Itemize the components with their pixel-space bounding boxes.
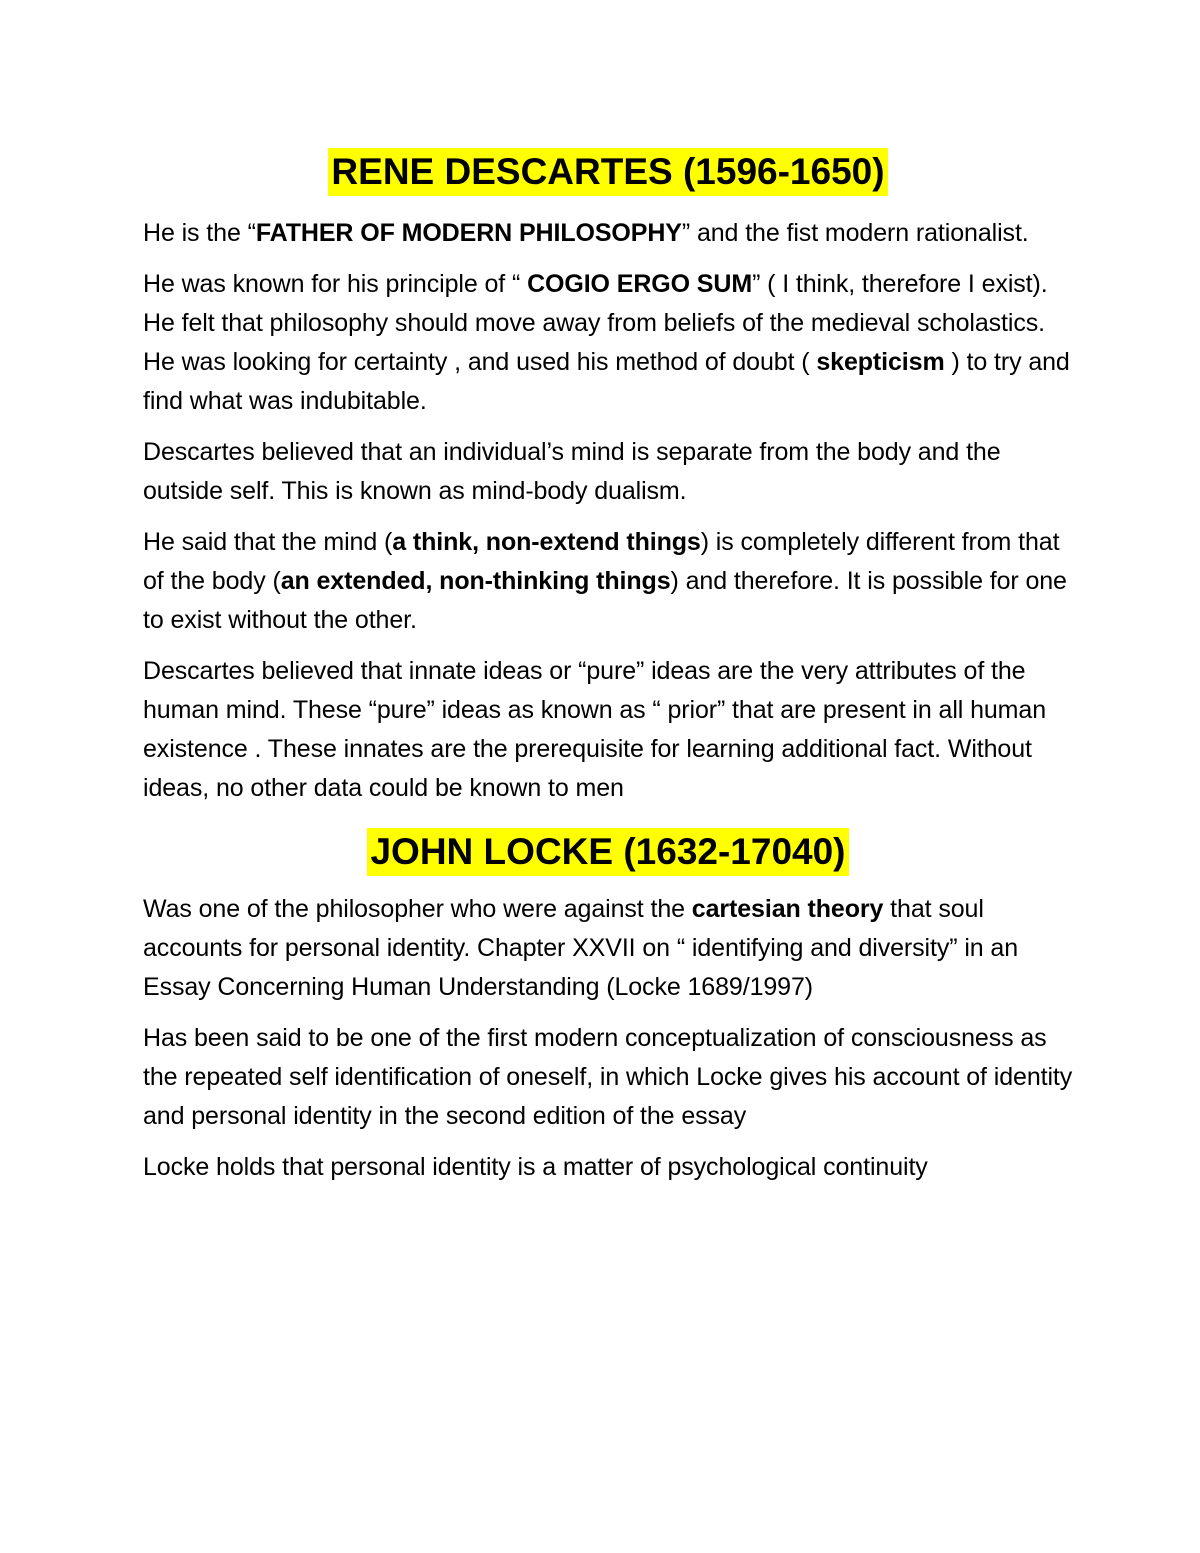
text-run: He said that the mind (: [143, 528, 393, 556]
paragraph-descartes-5: [143, 652, 1073, 808]
section-heading-locke: JOHN LOCKE (1632-17040): [367, 828, 848, 876]
paragraph-descartes-1: [143, 214, 1073, 253]
section-heading-row: [143, 148, 1073, 214]
text-run: ” and the fist modern rationalist.: [681, 219, 1029, 247]
text-run: Descartes believed that innate ideas or “pure” ideas are the very attributes of the human mind. These “pure” ideas as known as “ prior” that are present in all human existence . These innates are the prerequisite for learning additional fact. Without ideas, no other data could be known to men: [143, 657, 1047, 802]
text-run: Has been said to be one of the first modern conceptualization of consciousness as the repeated self identification of oneself, in which Locke gives his account of identity and personal identity in the second edition of the essay: [143, 1024, 1073, 1130]
bold-text-run: skepticism: [816, 348, 945, 376]
bold-text-run: an extended, non-thinking things: [280, 567, 671, 595]
section-heading-row: [143, 820, 1073, 890]
text-run: ” ( I think, therefore I exist). He felt that philosophy should move away from beliefs of the medieval scholastics. He was looking for certainty , and used his method of doubt (: [143, 270, 1048, 376]
paragraph-locke-2: [143, 1019, 1073, 1136]
text-run: ) to try and find what was indubitable.: [143, 348, 1070, 415]
paragraph-locke-1: [143, 890, 1073, 1007]
document-content: [143, 148, 1073, 1199]
text-run: He is the “: [143, 219, 256, 247]
text-run: Was one of the philosopher who were against the: [143, 895, 692, 923]
text-run: He was known for his principle of “: [143, 270, 528, 298]
text-run: Descartes believed that an individual’s mind is separate from the body and the outside self. This is known as mind-body dualism.: [143, 438, 1001, 505]
bold-text-run: COGIO ERGO SUM: [527, 270, 753, 298]
text-run: ) and therefore. It is possible for one to exist without the other.: [143, 567, 1067, 634]
bold-text-run: a think, non-extend things: [392, 528, 701, 556]
paragraph-locke-3: [143, 1148, 1073, 1187]
section-heading-descartes: RENE DESCARTES (1596-1650): [328, 148, 887, 196]
bold-text-run: FATHER OF MODERN PHILOSOPHY: [255, 219, 682, 247]
text-run: Locke holds that personal identity is a matter of psychological continuity: [143, 1153, 928, 1181]
bold-text-run: cartesian theory: [691, 895, 884, 923]
paragraph-descartes-3: [143, 433, 1073, 511]
text-run: ) is completely different from that of the body (: [143, 528, 1060, 595]
paragraph-descartes-4: [143, 523, 1073, 640]
text-run: that soul accounts for personal identity. Chapter XXVII on “ identifying and diversity” in an Essay Concerning Human Understanding (Locke 1689/1997): [143, 895, 1019, 1001]
paragraph-descartes-2: [143, 265, 1073, 421]
